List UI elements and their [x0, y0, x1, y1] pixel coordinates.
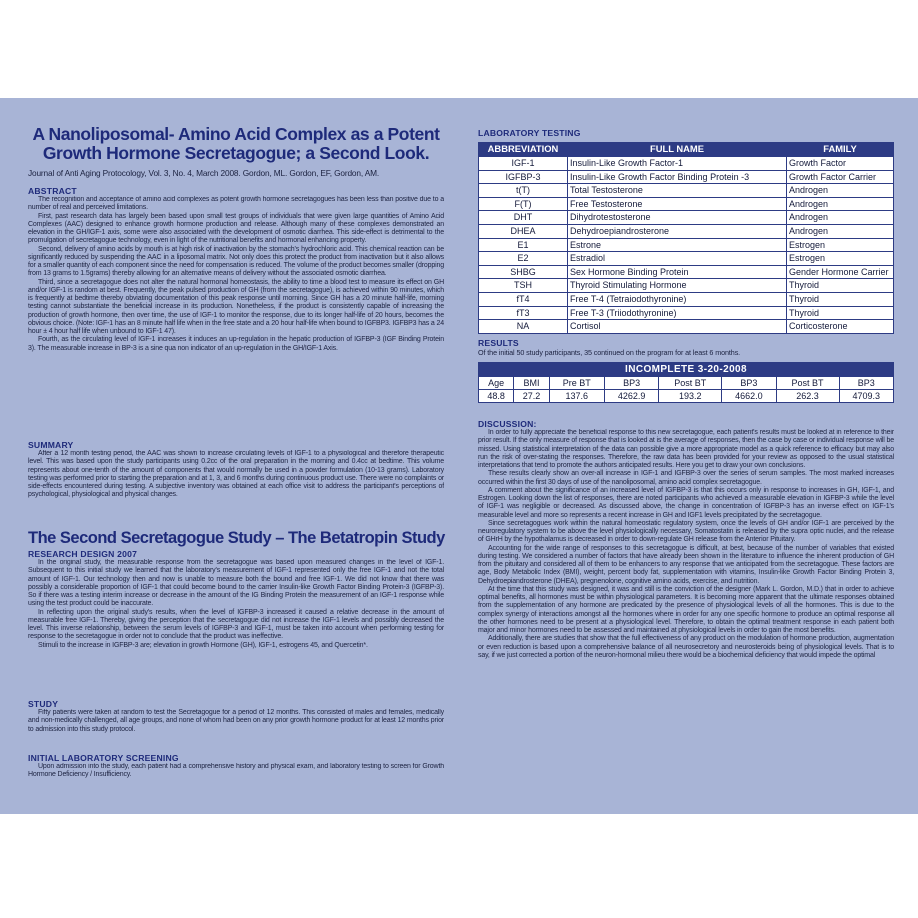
lab-family-cell: Estrogen: [787, 238, 894, 252]
discussion-heading: DISCUSSION:: [478, 419, 537, 429]
incomplete-value-cell: 4262.9: [604, 390, 658, 403]
research-design-text: [28, 559, 444, 692]
lab-family-cell: Androgen: [787, 211, 894, 225]
results-note: Of the initial 50 study participants, 35 continued on the program for at least 6 months.: [478, 348, 741, 357]
paragraph: Stimuli to the increase in IGFBP-3 are; elevation in growth Hormone (GH), IGF-1, estrogens 45, and Quercetin*.: [38, 641, 368, 649]
lab-table-header-row: [479, 143, 894, 157]
lab-header-family: FAMILY: [787, 143, 894, 157]
study-text: [28, 709, 444, 743]
lab-full-name-cell: Free T-3 (Triiodothyronine): [568, 306, 787, 320]
lab-abbreviation-cell: E1: [479, 238, 568, 252]
lab-full-name-cell: Sex Hormone Binding Protein: [568, 265, 787, 279]
lab-table-row: [479, 157, 894, 171]
incomplete-results-table: [478, 362, 894, 403]
lab-family-cell: Androgen: [787, 224, 894, 238]
lab-header-full-name: FULL NAME: [568, 143, 787, 157]
lab-family-cell: Growth Factor Carrier: [787, 170, 894, 184]
lab-full-name-cell: Estradiol: [568, 252, 787, 266]
lab-full-name-cell: Free Testosterone: [568, 197, 787, 211]
lab-table-row: [479, 170, 894, 184]
incomplete-header-cell: BP3: [839, 377, 893, 390]
incomplete-banner: INCOMPLETE 3-20-2008: [479, 363, 894, 377]
lab-table-row: [479, 292, 894, 306]
paragraph: A comment about the significance of an increased level of IGFBP-3 is that this occurs only in response to increases in GH, IGF-1, and Estrogen. Looking down the list of responses, there are noted participants who achieved a measurable elevation in IGFBP-3 while the level of IGF-1 was negligible or decreased. As discussed above, the change in concentration of IGFBP-3 has an inverse effect on IGF-1's measurable level and more so represents a recent increase in GH and IGF1 levels precipitated by the secretagogue.: [478, 486, 894, 519]
lab-table-row: [479, 184, 894, 198]
lab-abbreviation-cell: t(T): [479, 184, 568, 198]
incomplete-value-cell: 262.3: [776, 390, 839, 403]
lab-header-abbreviation: ABBREVIATION: [479, 143, 568, 157]
paragraph: In reflecting upon the original study's results, when the level of IGFBP-3 increased it caused a relative decrease in the amount of measurable free IGF-1. Thereby, giving the perception that the secretagogue did not increase the IGF-1 levels and possibly decreased the level. This inverse relationship, between the serum levels of IGFBP-3 and IGF-1, must be taken into account when performing testing for response to the secretagogue in order not to conclude that the product was ineffective.: [28, 608, 444, 641]
lab-abbreviation-cell: fT4: [479, 292, 568, 306]
incomplete-header-row: [479, 377, 894, 390]
title-line-1: A Nanoliposomal- Amino Acid Complex as a Potent: [32, 124, 440, 144]
discussion-text: [478, 429, 894, 805]
lab-full-name-cell: Thyroid Stimulating Hormone: [568, 279, 787, 293]
lab-table-row: [479, 224, 894, 238]
incomplete-value-cell: 48.8: [479, 390, 514, 403]
paragraph: The recognition and acceptance of amino acid complexes as potent growth hormone secretagogues has been less than positive due to a number of real and perceived limitations.: [28, 196, 444, 212]
lab-family-cell: Thyroid: [787, 306, 894, 320]
incomplete-values-row: [479, 390, 894, 403]
incomplete-value-cell: 4709.3: [839, 390, 893, 403]
incomplete-header-cell: BP3: [722, 377, 776, 390]
incomplete-value-cell: 27.2: [514, 390, 549, 403]
lab-testing-heading: LABORATORY TESTING: [478, 128, 581, 138]
lab-full-name-cell: Dihydrotestosterone: [568, 211, 787, 225]
paragraph: These results clearly show an over-all increase in IGF-1 and IGFBP-3 over the series of serum samples. The most marked increases occurred within the first 30 days of use of the nanoliposomal, amino acid complex secretagogue.: [478, 470, 894, 486]
lab-full-name-cell: Insulin-Like Growth Factor Binding Protein -3: [568, 170, 787, 184]
paragraph: Fourth, as the circulating level of IGF-1 increases it induces an up-regulation in the hepatic production of IGFBP-3 (IGF Binding Protein 3). The measurable increase in BP-3 is a sine qua non indicator of an up-regulation in the GH/IGF-1 Axis.: [28, 336, 444, 352]
lab-family-cell: Growth Factor: [787, 157, 894, 171]
lab-table-body: [479, 157, 894, 334]
paragraph: Third, since a secretagogue does not alter the natural hormonal homeostasis, the ability to time a blood test to measure its effect on GH and/or IGF-1 is random at best. Frequently, the peak pulsed production of GH (from the secretagogue), is achieved within 90 minutes, which is frequently at bedtime thereby obviating documentation of this peak response until morning. Since GH has a 20 minute half-life, morning testing cannot substantiate the beneficial increase in its production. Nonetheless, if the product is consistently capable of increasing the production of growth hormone, then over time, the use of IGF-1 to monitor the response, due to its longer half-life of 20 hours, becomes the obvious choice. (Note: IGF-1 has an 8 minute half life when in the free state and a 20 hour half-life when bound to IGFBP3. IGFBP3 has a 24 hour ± 4 hour half life when unbound to IGF-1 47).: [28, 278, 444, 335]
paragraph: After a 12 month testing period, the AAC was shown to increase circulating levels of IGF-1 to a physiological and therefore therapeutic level. This was based upon the study participants using 0.2cc of the oral preparation in the morning and 0.4cc at bedtime. This volume represents about one-tenth of the amount of components that would normally be used in a powder formulation (10-13 grams). Laboratory testing was performed prior to starting the preparation and at 1, 3, and 6 months during continuous product use. There were no complaints or side-effects encountered during testing. A subjective inventory was obtained at each office visit to address the participant's perceptions of psychological, physiological and physical changes.: [28, 450, 444, 499]
lab-table-row: [479, 211, 894, 225]
lab-abbreviation-cell: F(T): [479, 197, 568, 211]
paragraph: Additionally, there are studies that show that the full effectiveness of any product on the modulation of hormone production, augmentation or even reduction is based upon a comprehensive balance of all neurosecretory and neurosteroids being of physiological levels. That is to say, if we just corrected a portion of the neuron-hormonal milieu there would be a biochemical deficiency that would impede the optimal: [478, 635, 894, 659]
lab-family-cell: Androgen: [787, 197, 894, 211]
lab-full-name-cell: Cortisol: [568, 320, 787, 334]
lab-full-name-cell: Insulin-Like Growth Factor-1: [568, 157, 787, 171]
lab-family-cell: Estrogen: [787, 252, 894, 266]
incomplete-header-cell: Pre BT: [549, 377, 604, 390]
paragraph: First, past research data has largely been based upon small test groups of individuals that were given large quantities of Amino Acid Complexes (AAC) designed to enhance growth hormone production and release. Although many of these complexes demonstrated an elevation in the GH/IGF-1 axis, some were also associated with the development of osmotic diarrhea. This side-effect is detrimental to the promulgation of secretagogue technology, even in light of the nutritional benefits and hormonal enhancing property.: [28, 212, 444, 245]
lab-family-cell: Androgen: [787, 184, 894, 198]
incomplete-header-cell: BP3: [604, 377, 658, 390]
incomplete-header-cell: Age: [479, 377, 514, 390]
lab-family-cell: Corticosterone: [787, 320, 894, 334]
abstract-heading: ABSTRACT: [28, 186, 77, 196]
lab-full-name-cell: Dehydroepiandrosterone: [568, 224, 787, 238]
incomplete-header-cell: Post BT: [659, 377, 722, 390]
second-study-title: The Second Secretagogue Study – The Betatropin Study: [28, 529, 445, 547]
paragraph: Second, delivery of amino acids by mouth is at high risk of inactivation by the stomach's hydrochloric acid. This chemical reaction can be significantly reduced by suspending the AAC in a liposomal matrix. Not only does this protect the product from inactivation but it also allows for a smaller quantity of each component since the need for compensation is reduced. The volume of the product becomes smaller (dropping from 13 grams to 1.5grams) thereby allowing for an alternative means of delivery without the associated osmotic diarrhea.: [28, 245, 444, 278]
results-heading: RESULTS: [478, 338, 519, 348]
lab-full-name-cell: Free T-4 (Tetraiodothyronine): [568, 292, 787, 306]
lab-abbreviation-cell: NA: [479, 320, 568, 334]
lab-abbreviation-cell: DHEA: [479, 224, 568, 238]
paragraph: Upon admission into the study, each patient had a comprehensive history and physical exam, and laboratory testing to screen for Growth Hormone Deficiency / Insufficiency.: [28, 763, 444, 779]
lab-table-row: [479, 197, 894, 211]
summary-text: [28, 450, 444, 525]
lab-abbreviation-cell: DHT: [479, 211, 568, 225]
title-line-2: Growth Hormone Secretagogue; a Second Look.: [42, 143, 430, 163]
lab-abbreviation-cell: fT3: [479, 306, 568, 320]
lab-full-name-cell: Total Testosterone: [568, 184, 787, 198]
research-design-heading: RESEARCH DESIGN 2007: [28, 549, 138, 559]
paragraph: In the original study, the measurable response from the secretagogue was based upon measured changes in the level of IGF-1. Subsequent to this initial study we learned that the laboratory's measurement of IGF-1 represented only the free IGF-1 and not the total amount of IGF-1. Our technology then and now is unable to measure both the bound and free IGF-1. We did not know that there was possibly a considerable proportion of IGF-1 that could become bound to the carrier Insulin-like Growth Factor Binding Protein-3 (IGFBP-3). So if there was a testing interim increase or decrease in the amount of the IG Binding Protein the measurement of an IGF-1 response while using the test product could be inaccurate.: [28, 559, 444, 608]
screening-heading: INITIAL LABORATORY SCREENING: [28, 753, 179, 763]
lab-abbreviation-cell: IGF-1: [479, 157, 568, 171]
lab-full-name-cell: Estrone: [568, 238, 787, 252]
paragraph: Fifty patients were taken at random to test the Secretagogue for a period of 12 months. This consisted of males and females, medically and non-medically challenged, all age groups, and none of whom had been on any prior growth hormone product for at least 12 months prior to admission into this study protocol.: [28, 709, 444, 733]
screening-text: [28, 763, 444, 789]
paragraph: In order to fully appreciate the beneficial response to this new secretagogue, each patient's results must be looked at in reference to their prior result. If the only measure of response that is looked at is the average of responses, then the case by case or individual response will be missed. Using statistical interpretation of the data can possible give a more appropriate model as a quick reference to efficacy but may also run the risk of over-stating the responses. Therefore, the raw data has been provided for your review as opposed to the usual statistical interpretations that tend to promote the authors anticipated results. Here you get to draw your own conclusions.: [478, 429, 894, 469]
lab-table-row: [479, 238, 894, 252]
lab-table-row: [479, 252, 894, 266]
lab-family-cell: Thyroid: [787, 292, 894, 306]
lab-abbreviation-cell: E2: [479, 252, 568, 266]
lab-abbreviation-cell: IGFBP-3: [479, 170, 568, 184]
document-page: [0, 98, 918, 814]
lab-table-row: [479, 265, 894, 279]
lab-table-row: [479, 306, 894, 320]
incomplete-header-cell: BMI: [514, 377, 549, 390]
paragraph: Accounting for the wide range of responses to this secretagogue is difficult, at best, because of the number of variables that existed during testing. We considered a number of factors that have already been shown in the literature to influence the inherent production of GH from the pituitary and considered all of them to be enhancers to any response that we anticipated from the secretagogue. These factors are age, Body Metabolic Index (BMI), weight, percent body fat, supplementation with vitamins, Insulin-like Growth Factor Binding Protein 3, Dehydroepiandrosterone (DHEA), pregnenolone, cognitive amino acids, exercise, and nutrition.: [478, 544, 894, 585]
lab-table-row: [479, 279, 894, 293]
study-heading: STUDY: [28, 699, 59, 709]
paragraph: At the time that this study was designed, it was and still is the conviction of the designer (Mark L. Gordon, M.D.) that in order to achieve optimal benefits, all hormones must be within physiological parameters. It is becoming more apparent that the ultimate responses obtained from the supplementation of any hormone are predicated by the presence of physiological levels of all the hormones. This is due to the complex synergy of interactions amongst all the hormones where in order for any one specific hormone to produce an optimal response all the other hormones need to be present at a physiological level. Therefore, to obtain the optimal treatment response in each patient both major and minor hormones need to be assessed and maintained at physiological levels in order to gain the most benefits.: [478, 585, 894, 634]
journal-citation: Journal of Anti Aging Protocology, Vol. 3, No. 4, March 2008. Gordon, ML. Gordon, EF, Gordon, AM.: [28, 168, 380, 178]
incomplete-value-cell: 193.2: [659, 390, 722, 403]
incomplete-header-cell: Post BT: [776, 377, 839, 390]
lab-abbreviation-cell: SHBG: [479, 265, 568, 279]
lab-family-cell: Gender Hormone Carrier: [787, 265, 894, 279]
lab-abbreviation-cell: TSH: [479, 279, 568, 293]
incomplete-value-cell: 4662.0: [722, 390, 776, 403]
lab-table-row: [479, 320, 894, 334]
lab-testing-table: [478, 142, 894, 334]
article-title: [28, 125, 444, 163]
summary-heading: SUMMARY: [28, 440, 74, 450]
paragraph: Since secretagogues work within the natural homeostatic regulatory system, once the levels of GH and/or IGF-1 are perceived by the neuroregulatory system to be above the level physiologically necessary, Somatostatin is released by the supra optic nuclei, and the release of GHrH by the hypothalamus is decreased in order to down-regulate GH release from the Anterior Pituitary.: [478, 519, 894, 544]
lab-family-cell: Thyroid: [787, 279, 894, 293]
incomplete-value-cell: 137.6: [549, 390, 604, 403]
